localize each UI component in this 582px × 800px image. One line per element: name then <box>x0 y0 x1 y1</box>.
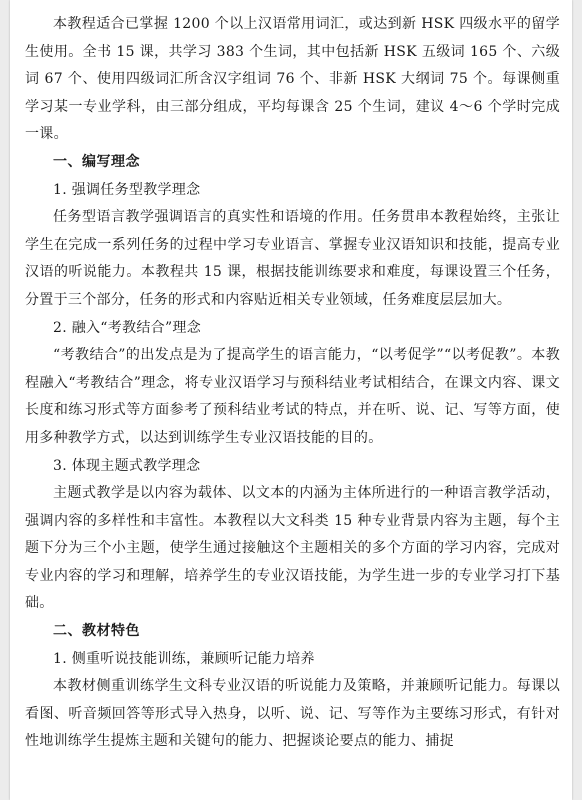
section-heading-philosophy: 一、编写理念 <box>53 153 140 170</box>
paragraph-task-based: 任务型语言教学强调语言的真实性和语境的作用。任务贯串本教程始终，主张让学生在完成一系列任务的过程中学习专业语言、掌握专业汉语知识和技能，提高专业汉语的听说能力。本教程共 15 课，根据技能训练要求和难度，每课设置三个任务，分置于三个部分，任务的形式和内容贴近相关专业领域，任务难度层层加大。 <box>25 209 560 308</box>
paragraph-thematic: 主题式教学是以内容为载体、以文本的内涵为主体所进行的一种语言教学活动，强调内容的多样性和丰富性。本教程以大文科类 15 种专业背景内容为主题，每个主题下分为三个小主题，使学生通过接触这个主题相关的多个方面的学习内容，完成对专业内容的学习和理解，培养学生的专业汉语技能，为学生进一步的专业学习打下基础。 <box>25 485 560 612</box>
intro-paragraph: 本教程适合已掌握 1200 个以上汉语常用词汇，或达到新 HSK 四级水平的留学生使用。全书 15 课，共学习 383 个生词，其中包括新 HSK 五级词 165 个、六级词 67 个、使用四级词汇所含汉字组词 76 个、非新 HSK 大纲词 75 个。每课侧重学习某一专业学科，由三部分组成，平均每课含 25 个生词，建议 4～6 个学时完成一课。 <box>25 16 560 143</box>
paragraph-listening-speaking: 本教材侧重训练学生文科专业汉语的听说能力及策略，并兼顾听记能力。每课以看图、听音频回答等形式导入热身，以听、说、记、写等作为主要练习形式，有针对性地训练学生提炼主题和关键句的能力、把握谈论要点的能力、捕捉 <box>25 678 560 750</box>
subheading-listening-speaking: 1. 侧重听说技能训练，兼顾听记能力培养 <box>53 650 315 667</box>
subheading-task-based: 1. 强调任务型教学理念 <box>53 181 201 198</box>
paragraph-exam-teaching: “考教结合”的出发点是为了提高学生的语言能力，“以考促学”“以考促教”。本教程融入“考教结合”理念，将专业汉语学习与预科结业考试相结合，在课文内容、课文长度和练习形式等方面参考了预科结业考试的特点，并在听、说、记、写等方面，使用多种教学方式，以达到训练学生专业汉语技能的目的。 <box>25 347 560 446</box>
section-heading-features: 二、教材特色 <box>53 623 140 640</box>
subheading-exam-teaching: 2. 融入“考教结合”理念 <box>53 319 202 336</box>
document-page <box>10 0 572 800</box>
subheading-thematic: 3. 体现主题式教学理念 <box>53 457 201 474</box>
